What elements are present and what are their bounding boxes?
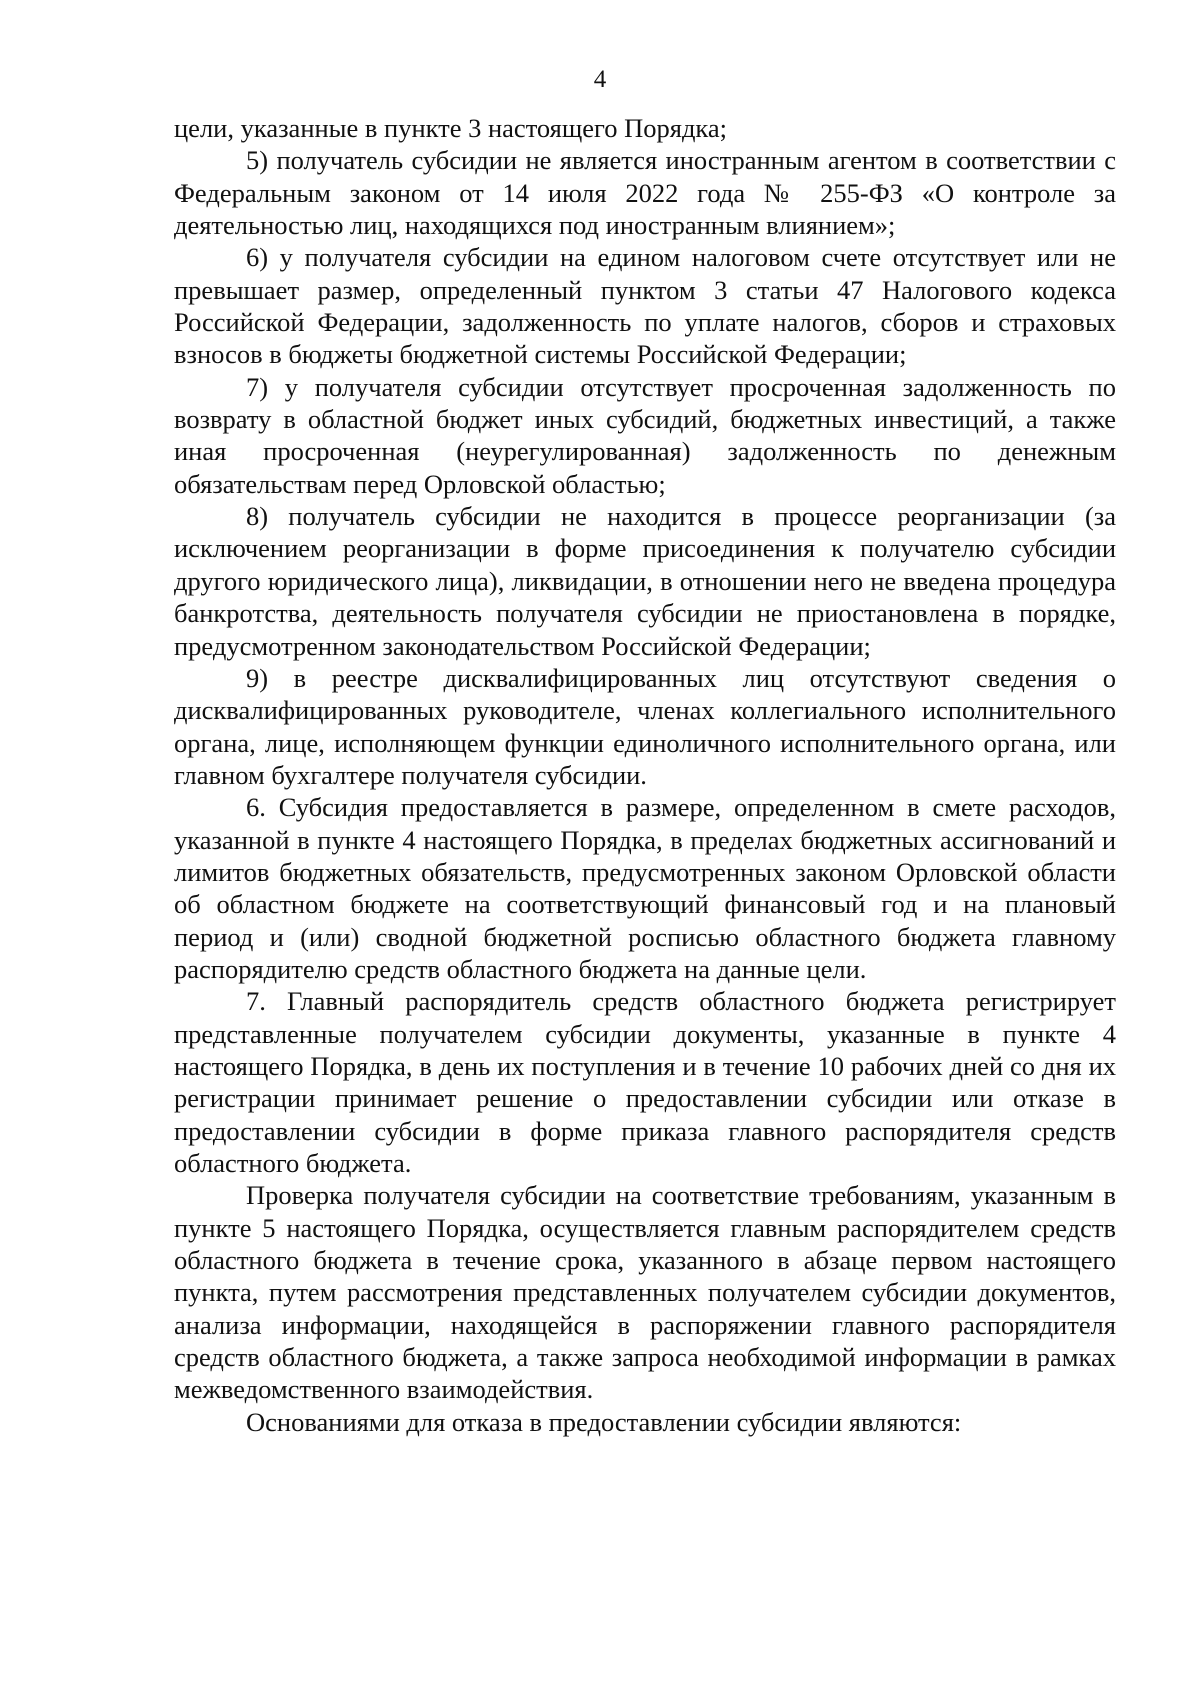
page-number: 4 (593, 66, 607, 93)
paragraph-verification: Проверка получателя субсидии на соответствие требованиям, указанным в пункте 5 настоящего Порядка, осуществляется главным распорядителем средств областного бюджета в течение срока, указанного в абзаце первом настоящего пункта, путем рассмотрения представленных получателем субсидии документов, анализа информации, находящейся в распоряжении главного распорядителя средств областного бюджета, а также запроса необходимой информации в рамках межведомственного взаимодействия. (174, 1180, 1116, 1405)
paragraph-item-7: 7) у получателя субсидии отсутствует просроченная задолженность по возврату в областной бюджет иных субсидий, бюджетных инвестиций, а также иная просроченная (неурегулированная) задолженность по денежным обязательствам перед Орловской областью; (174, 371, 1116, 499)
paragraph-clause-6: 6. Субсидия предоставляется в размере, определенном в смете расходов, указанной в пункте 4 настоящего Порядка, в пределах бюджетных ассигнований и лимитов бюджетных обязательств, предусмотренных законом Орловской области об областном бюджете на соответствующий финансовый год и на плановый период и (или) сводной бюджетной росписью областного бюджета главному распорядителю средств областного бюджета на данные цели. (174, 792, 1116, 984)
paragraph-item-8: 8) получатель субсидии не находится в процессе реорганизации (за исключением реорганизации в форме присоединения к получателю субсидии другого юридического лица), ликвидации, в отношении него не введена процедура банкротства, деятельность получателя субсидии не приостановлена в порядке, предусмотренном законодательством Российской Федерации; (174, 501, 1116, 661)
paragraph-item-9: 9) в реестре дисквалифицированных лиц отсутствуют сведения о дисквалифицированных руководителе, членах коллегиального исполнительного органа, лице, исполняющем функции единоличного исполнительного органа, или главном бухгалтере получателя субсидии. (174, 662, 1116, 790)
document-body (174, 112, 1116, 1438)
paragraph-refusal-grounds: Основаниями для отказа в предоставлении субсидии являются: (246, 1406, 962, 1437)
paragraph-item-5: 5) получатель субсидии не является иностранным агентом в соответствии с Федеральным законом от 14 июля 2022 года № 255-ФЗ «О контроле за деятельностью лиц, находящихся под иностранным влиянием»; (174, 145, 1116, 241)
paragraph-continuation: цели, указанные в пункте 3 настоящего Порядка; (174, 113, 728, 143)
paragraph-item-6: 6) у получателя субсидии на едином налоговом счете отсутствует или не превышает размер, определенный пунктом 3 статьи 47 Налогового кодекса Российской Федерации, задолженность по уплате налогов, сборов и страховых взносов в бюджеты бюджетной системы Российской Федерации; (174, 242, 1116, 370)
paragraph-clause-7: 7. Главный распорядитель средств областного бюджета регистрирует представленные получателем субсидии документы, указанные в пункте 4 настоящего Порядка, в день их поступления и в течение 10 рабочих дней со дня их регистрации принимает решение о предоставлении субсидии или отказе в предоставлении субсидии в форме приказа главного распорядителя средств областного бюджета. (174, 986, 1116, 1178)
